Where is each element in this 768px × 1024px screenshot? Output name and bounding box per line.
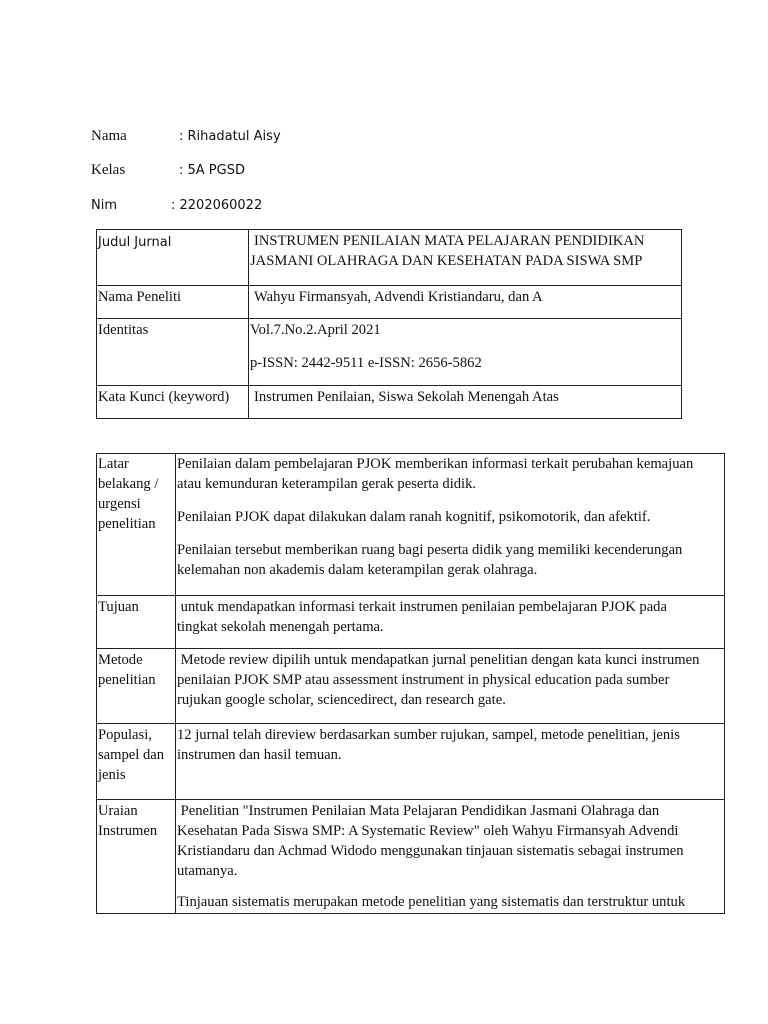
- label-line: Latar: [98, 456, 129, 472]
- content-line: penilaian PJOK SMP atau assessment instrument in physical education pada sumber: [177, 672, 670, 688]
- identity-table: [96, 229, 682, 419]
- content-line: Metode review dipilih untuk mendapatkan jurnal penelitian dengan kata kunci instrumen: [177, 652, 700, 668]
- judul-line: JASMANI OLAHRAGA DAN KESEHATAN PADA SISWA SMP: [250, 253, 643, 269]
- table-row: [97, 386, 682, 419]
- content-line: untuk mendapatkan informasi terkait instrumen penilaian pembelajaran PJOK pada: [177, 599, 667, 615]
- label-line: belakang /: [98, 476, 159, 492]
- label-line: urgensi: [98, 496, 141, 512]
- content-line: Penilaian tersebut memberikan ruang bagi peserta didik yang memiliki kecenderungan: [177, 542, 683, 558]
- kelas-value: : 5A PGSD: [179, 163, 245, 178]
- keyword-label: Kata Kunci (keyword): [97, 386, 249, 419]
- uraian-content: [176, 800, 725, 914]
- content-line: instrumen dan hasil temuan.: [177, 747, 342, 763]
- judul-label: Judul Jurnal: [97, 230, 249, 286]
- populasi-label: [97, 724, 176, 800]
- table-row: [97, 800, 725, 914]
- kelas-label: Kelas: [91, 162, 126, 178]
- nama-value: : Rihadatul Aisy: [179, 129, 281, 144]
- label-line: jenis: [98, 767, 126, 783]
- label-line: Uraian: [98, 803, 138, 819]
- tujuan-label: Tujuan: [97, 596, 176, 649]
- nim-value: : 2202060022: [171, 198, 263, 213]
- keyword-value: Instrumen Penilaian, Siswa Sekolah Menengah Atas: [249, 386, 682, 419]
- review-table: [96, 453, 725, 914]
- label-line: Metode: [98, 652, 143, 668]
- uraian-label: [97, 800, 176, 914]
- metode-label: [97, 649, 176, 724]
- identitas-line: p-ISSN: 2442-9511 e-ISSN: 2656-5862: [250, 355, 482, 371]
- nim-label: Nim: [91, 198, 117, 213]
- peneliti-value: Wahyu Firmansyah, Advendi Kristiandaru, dan A: [249, 286, 682, 319]
- label-line: Instrumen: [98, 823, 158, 839]
- table-row: [97, 649, 725, 724]
- content-line: utamanya.: [177, 863, 238, 879]
- identitas-value: [249, 319, 682, 386]
- label-line: Populasi,: [98, 727, 152, 743]
- identitas-line: Vol.7.No.2.April 2021: [250, 322, 381, 338]
- content-line: Penelitian "Instrumen Penilaian Mata Pelajaran Pendidikan Jasmani Olahraga dan: [177, 803, 660, 819]
- content-line: Kesehatan Pada Siswa SMP: A Systematic Review" oleh Wahyu Firmansyah Advendi: [177, 823, 679, 839]
- peneliti-label: Nama Peneliti: [97, 286, 249, 319]
- content-line: tingkat sekolah menengah pertama.: [177, 619, 384, 635]
- label-line: sampel dan: [98, 747, 165, 763]
- judul-line: INSTRUMEN PENILAIAN MATA PELAJARAN PENDIDIKAN: [254, 233, 645, 249]
- table-row: [97, 724, 725, 800]
- content-line: Penilaian dalam pembelajaran PJOK memberikan informasi terkait perubahan kemajuan: [177, 456, 694, 472]
- populasi-content: [176, 724, 725, 800]
- label-line: penelitian: [98, 516, 156, 532]
- table-row: [97, 286, 682, 319]
- content-line: 12 jurnal telah direview berdasarkan sumber rujukan, sampel, metode penelitian, jenis: [177, 727, 680, 743]
- label-line: penelitian: [98, 672, 156, 688]
- table-row: [97, 454, 725, 596]
- table-row: [97, 319, 682, 386]
- content-line: rujukan google scholar, sciencedirect, dan research gate.: [177, 692, 506, 708]
- metode-content: [176, 649, 725, 724]
- identitas-label: Identitas: [97, 319, 249, 386]
- content-line: Kristiandaru dan Achmad Widodo menggunakan tinjauan sistematis sebagai instrumen: [177, 843, 684, 859]
- table-row: [97, 230, 682, 286]
- content-line: atau kemunduran keterampilan gerak peserta didik.: [177, 476, 477, 492]
- nama-label: Nama: [91, 128, 127, 144]
- judul-value: [249, 230, 682, 286]
- table-row: [97, 596, 725, 649]
- content-line: kelemahan non akademis dalam keterampilan gerak olahraga.: [177, 562, 538, 578]
- tujuan-content: [176, 596, 725, 649]
- content-line: Tinjauan sistematis merupakan metode penelitian yang sistematis dan terstruktur untuk: [177, 894, 686, 910]
- latar-label: [97, 454, 176, 596]
- latar-content: [176, 454, 725, 596]
- content-line: Penilaian PJOK dapat dilakukan dalam ranah kognitif, psikomotorik, dan afektif.: [177, 509, 651, 525]
